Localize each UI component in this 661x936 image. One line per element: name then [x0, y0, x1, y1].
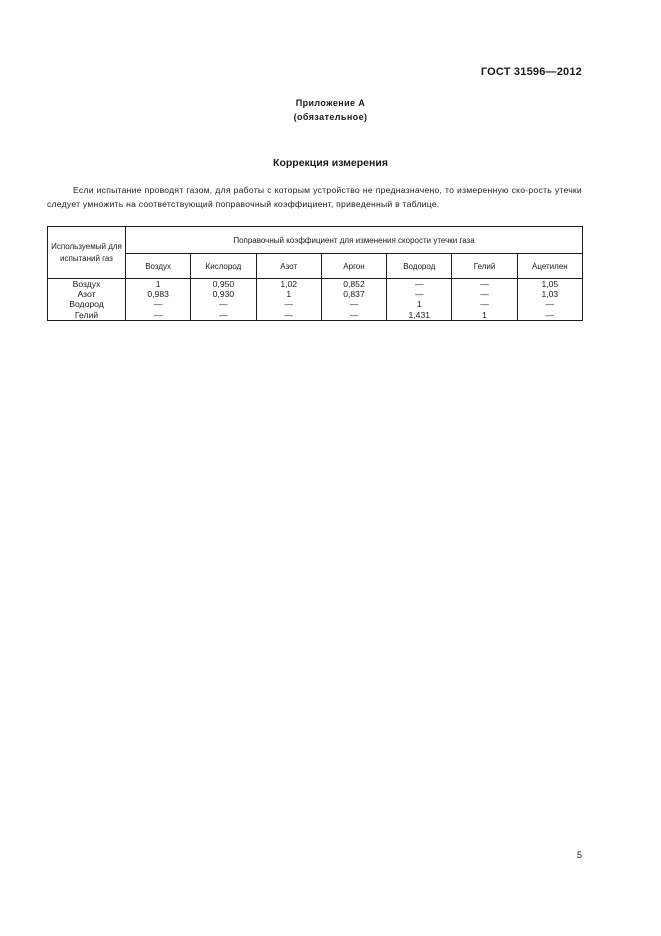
table-cell: 1 [286, 289, 292, 300]
values-air [126, 279, 191, 321]
table-cell: — [414, 289, 424, 300]
table-cell: — [284, 309, 293, 320]
table-cell: — [480, 299, 489, 310]
table-cell: — [480, 279, 489, 289]
table-cell: — [349, 309, 359, 320]
standard-number: ГОСТ 31596—2012 [480, 66, 582, 78]
table-cell: — [349, 299, 359, 310]
column-header: Аргон [321, 254, 386, 279]
coefficient-group-header: Поправочный коэффициент для изменения скорости утечки газа [126, 227, 583, 254]
section-title: Коррекция измерения [273, 157, 388, 169]
table-cell: — [153, 309, 163, 320]
table-row [48, 279, 583, 321]
table-cell: 1,431 [408, 309, 431, 320]
annex-label: Приложение А [295, 98, 366, 108]
column-header: Азот [256, 254, 321, 279]
table-cell: 1 [482, 309, 487, 320]
values-helium [452, 279, 517, 321]
table-cell: 1,03 [541, 289, 559, 300]
table-cell: — [153, 299, 163, 310]
row-label: Воздух [72, 279, 101, 289]
values-argon [321, 279, 386, 321]
table-cell: 1,05 [541, 279, 559, 289]
table-cell: 1 [416, 299, 422, 310]
page-number: 5 [577, 850, 583, 860]
table-cell: 0,950 [212, 279, 235, 289]
table-cell: — [219, 299, 228, 310]
column-header: Гелий [452, 254, 517, 279]
table-cell: 1,02 [280, 279, 298, 289]
table-cell: — [480, 289, 489, 300]
table-cell: 0,930 [212, 289, 235, 300]
column-header: Кислород [191, 254, 256, 279]
row-label: Гелий [74, 309, 99, 320]
values-acetylene [517, 279, 582, 321]
gas-names-cell [48, 279, 126, 321]
table-cell: — [284, 299, 293, 310]
table-cell: — [219, 309, 228, 320]
correction-table [47, 226, 583, 321]
column-header: Водород [387, 254, 452, 279]
body-paragraph: Если испытание проводят газом, для работы с которым устройство не предназначено, то измеренную ско-рость утечки следует умножить на соответствующий поправочный коэффициент, приведенный в таблице. [47, 185, 582, 209]
column-header: Ацетилен [517, 254, 582, 279]
values-oxygen [191, 279, 256, 321]
values-nitrogen [256, 279, 321, 321]
table-cell: 1 [155, 279, 161, 289]
column-header: Воздух [126, 254, 191, 279]
table-cell: 0,983 [147, 289, 169, 300]
annex-heading [0, 96, 661, 124]
row-label: Водород [69, 299, 104, 310]
table-cell: 0,837 [343, 289, 365, 300]
annex-status: (обязательное) [293, 112, 368, 122]
table-cell: — [545, 309, 555, 320]
table-cell: — [545, 299, 555, 310]
table-cell: 0,852 [343, 279, 365, 289]
gas-column-header: Используемый для испытаний газ [48, 227, 126, 279]
table-cell: — [414, 279, 424, 289]
row-label: Азот [77, 289, 96, 300]
values-hydrogen [387, 279, 452, 321]
